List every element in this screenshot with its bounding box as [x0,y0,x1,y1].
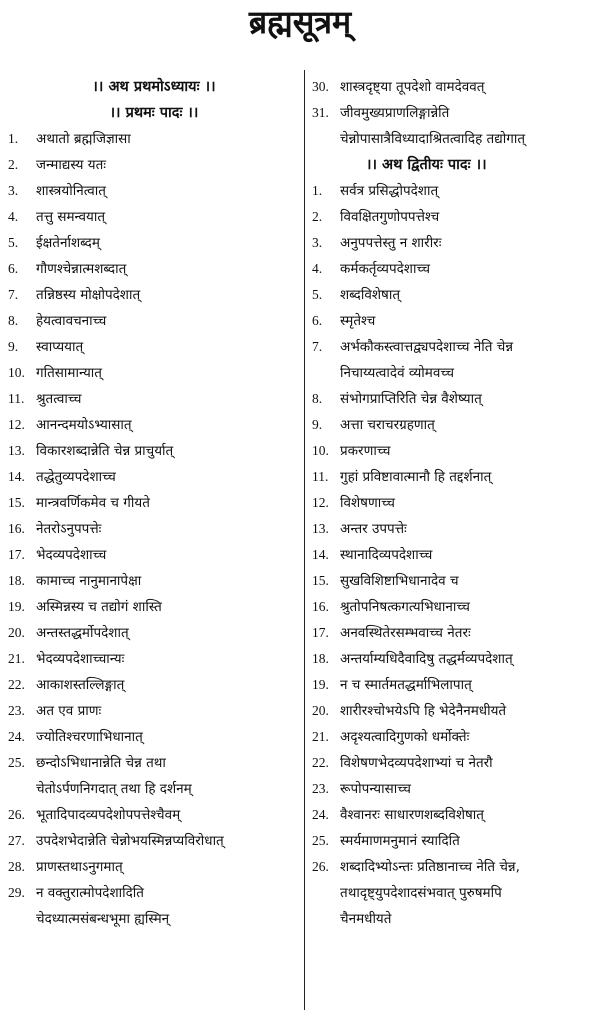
verse-text [340,74,596,100]
verse-number: 6. [312,313,323,328]
verse-number: 12. [312,495,329,510]
verse [312,438,596,464]
verse-text [340,698,596,724]
verse [8,750,300,802]
verse-line: आनन्दमयोऽभ्यासात् [36,417,132,433]
verse-line: आकाशस्तल्लिङ्गात् [36,677,125,693]
verse-number: 23. [312,781,329,796]
verse-text [36,204,300,230]
verse-line: जन्माद्यस्य यतः [36,157,107,173]
verse-line: सर्वत्र प्रसिद्धोपदेशात् [340,183,439,199]
verse-text [36,594,300,620]
verse-number: 9. [8,339,19,354]
verse-text [36,490,300,516]
verse-text [340,750,596,776]
verse-line: अन्तर उपपत्तेः [340,521,407,537]
verse [8,594,300,620]
verse-line: संभोगप्राप्तिरिति चेन्न वैशेष्यात् [340,391,482,407]
verse-line: विशेषणाच्च [340,495,395,511]
verse-number: 25. [8,755,25,770]
verse-text [36,828,300,854]
verse-text [36,256,300,282]
verse-number: 20. [312,703,329,718]
verse-text [36,334,300,360]
verse-text [340,620,596,646]
verse-number: 26. [8,807,25,822]
verse-line: भेदव्यपदेशाच्च [36,547,107,563]
verse-line: श्रुतत्वाच्च [36,391,82,407]
verse [8,490,300,516]
verse-line: अनवस्थितेरसम्भवाच्च नेतरः [340,625,471,641]
verse [8,646,300,672]
verse [312,308,596,334]
verse-number: 10. [8,365,25,380]
verse-number: 24. [8,729,25,744]
verse-line: तद्धेतुव्यपदेशाच्च [36,469,116,485]
verse-line: अस्मिन्नस्य च तद्योगं शास्ति [36,599,162,615]
verse-line: ज्योतिश्चरणाभिधानात् [36,729,143,745]
verse-line: वैश्वानरः साधारणशब्दविशेषात् [340,807,485,823]
verse-number: 13. [312,521,329,536]
verse-line: शब्दविशेषात् [340,287,401,303]
verse-number: 14. [312,547,329,562]
verse-text [36,386,300,412]
verse-text [36,750,300,802]
verse [312,464,596,490]
verse [8,802,300,828]
verse-line: शास्त्रयोनित्वात् [36,183,106,199]
verse-number: 28. [8,859,25,874]
section-heading-2: ।। अथ द्वितीयः पादः ।। [366,157,487,173]
verse-line: तथादृष्ट्युपदेशादसंभवात् पुरुषमपि [340,885,502,901]
verse-line: तन्निष्ठस्य मोक्षोपदेशात् [36,287,141,303]
verse-line: चेतोऽर्पणनिगदात् तथा हि दर्शनम् [36,781,192,797]
verse [8,386,300,412]
verse-line: स्मर्यमाणमनुमानं स्यादिति [340,833,460,849]
verse-line: उपदेशभेदान्नेति चेन्नोभयस्मिन्नप्यविरोधात् [36,833,224,849]
verse-line: विकारशब्दान्नेति चेन्न प्राचुर्यात् [36,443,174,459]
verse-number: 30. [312,79,329,94]
verse [312,776,596,802]
verse-text [340,542,596,568]
verse [312,724,596,750]
verse-line: नेतरोऽनुपपत्तेः [36,521,102,537]
verse-text [36,568,300,594]
verse-line: कामाच्च नानुमानापेक्षा [36,573,142,589]
verse-number: 3. [8,183,19,198]
verse-line: अथातो ब्रह्मजिज्ञासा [36,131,131,147]
verse [312,672,596,698]
verse-number: 8. [8,313,19,328]
verse-text [36,854,300,880]
verse [312,178,596,204]
verse-number: 1. [8,131,19,146]
verse-number: 12. [8,417,25,432]
verse-line: कर्मकर्तृव्यपदेशाच्च [340,261,431,277]
verse-text [340,490,596,516]
verse-line: स्वाप्ययात् [36,339,84,355]
verse [8,542,300,568]
verse [8,282,300,308]
verse-text [340,646,596,672]
verse-text [340,776,596,802]
verse-number: 5. [8,235,19,250]
verse-number: 16. [8,521,25,536]
verse [312,386,596,412]
verse-number: 22. [8,677,25,692]
verse-line: अर्भकौकस्त्वात्तद्व्यपदेशाच्च नेति चेन्न [340,339,514,355]
verse [8,724,300,750]
verse-text [36,152,300,178]
verse [312,490,596,516]
verse-line: सुखविशिष्टाभिधानादेव च [340,573,459,589]
verse-number: 19. [312,677,329,692]
verse-number: 4. [8,209,19,224]
verse-text [36,802,300,828]
verse-number: 11. [8,391,25,406]
verse-text [36,672,300,698]
verse-line: चैनमधीयते [340,911,392,927]
verse-line: गुहां प्रविष्टावात्मानौ हि तद्दर्शनात् [340,469,492,485]
verse-line: अत एव प्राणः [36,703,102,719]
verse-number: 7. [8,287,19,302]
verse-text [36,438,300,464]
verse-line: अन्तस्तद्धर्मोपदेशात् [36,625,129,641]
verse-number: 2. [312,209,323,224]
verse-line: प्राणस्तथाऽनुगमात् [36,859,123,875]
verse-line: चेन्नोपासात्रैविध्यादाश्रितत्वादिह तद्योगात् [340,131,526,147]
verse-number: 6. [8,261,19,276]
verse-text [36,646,300,672]
verse-text [340,256,596,282]
verse-list-2 [312,178,596,932]
verse-line: भेदव्यपदेशाच्चान्यः [36,651,125,667]
verse-number: 25. [312,833,329,848]
verse-text [340,594,596,620]
verse [312,230,596,256]
verse-text [340,438,596,464]
verse [8,230,300,256]
column-divider [304,70,305,1010]
verse-text [340,724,596,750]
verse-text [36,620,300,646]
verse-line: शारीरश्चोभयेऽपि हि भेदेनैनमधीयते [340,703,507,719]
verse-line: निचाय्यत्वादेवं व्योमवच्च [340,365,455,381]
verse-number: 17. [312,625,329,640]
verse [8,516,300,542]
verse [8,464,300,490]
verse-text [36,724,300,750]
verse-number: 19. [8,599,25,614]
verse-line: विवक्षितगुणोपपत्तेश्च [340,209,440,225]
verse-text [36,230,300,256]
verse-line: गौणश्चेन्नात्मशब्दात् [36,261,127,277]
verse-number: 16. [312,599,329,614]
verse [312,282,596,308]
verse-text [340,802,596,828]
verse [8,880,300,932]
verse-line: गतिसामान्यात् [36,365,102,381]
verse-number: 21. [8,651,25,666]
verse [312,594,596,620]
verse [8,308,300,334]
verse-line: भूतादिपादव्यपदेशोपपत्तेश्चैवम् [36,807,181,823]
verse [312,516,596,542]
verse-number: 9. [312,417,323,432]
section-heading: ।। प्रथमः पादः ।। [109,105,199,121]
verse-number: 20. [8,625,25,640]
verse-number: 4. [312,261,323,276]
verse-text [36,464,300,490]
verse [8,126,300,152]
verse-number: 24. [312,807,329,822]
verse-text [340,516,596,542]
verse-line: अत्ता चराचरग्रहणात् [340,417,435,433]
verse [8,334,300,360]
verse-line: तत्तु समन्वयात् [36,209,106,225]
verse [8,152,300,178]
verse [312,542,596,568]
right-column [312,74,596,932]
verse-number: 5. [312,287,323,302]
verse-line: प्रकरणाच्च [340,443,391,459]
verse-text [36,178,300,204]
verse [8,698,300,724]
verse-line: न च स्मार्तमतद्धर्माभिलापात् [340,677,472,693]
verse [312,620,596,646]
verse [312,646,596,672]
verse-text [36,880,300,932]
verse-line: शब्दादिभ्योऽन्तः प्रतिष्ठानाच्च नेति चेन्न, [340,859,520,875]
verse-line: चेदध्यात्मसंबन्धभूमा ह्यस्मिन् [36,911,170,927]
left-column [8,74,300,932]
verse-number: 1. [312,183,323,198]
verse-text [36,282,300,308]
verse-line: छन्दोऽभिधानान्नेति चेन्न तथा [36,755,166,771]
verse-number: 11. [312,469,329,484]
verse-text [36,126,300,152]
verse-line: अनुपपत्तेस्तु न शारीरः [340,235,442,251]
verse [312,256,596,282]
verse-number: 15. [8,495,25,510]
verse-text [36,542,300,568]
verse-line: न वक्तुरात्मोपदेशादिति [36,885,144,901]
verse-list [8,126,300,932]
verse [312,802,596,828]
verse-number: 22. [312,755,329,770]
verse-line: स्मृतेश्च [340,313,376,329]
verse-line: शास्त्रदृष्ट्या तूपदेशो वामदेववत् [340,79,485,95]
verse-text [340,334,596,386]
verse [312,568,596,594]
verse [312,854,596,932]
verse [8,620,300,646]
chapter-heading: ।। अथ प्रथमोऽध्यायः ।। [92,79,216,95]
verse [8,828,300,854]
verse-text [340,386,596,412]
verse-number: 3. [312,235,323,250]
verse-text [340,230,596,256]
verse [312,698,596,724]
verse-number: 29. [8,885,25,900]
verse [312,100,596,152]
verse [8,204,300,230]
verse-text [340,464,596,490]
verse-line: अदृश्यत्वादिगुणको धर्मोक्तेः [340,729,470,745]
verse [312,334,596,386]
verse-number: 17. [8,547,25,562]
verse-line: मान्त्रवर्णिकमेव च गीयते [36,495,150,511]
verse-line: विशेषणभेदव्यपदेशाभ्यां च नेतरौ [340,755,493,771]
verse [312,204,596,230]
verse [8,360,300,386]
verse-line: ईक्षतेर्नाशब्दम् [36,235,100,251]
verse-text [340,568,596,594]
verse [8,178,300,204]
verse-line: स्थानादिव्यपदेशाच्च [340,547,433,563]
verse [8,412,300,438]
verse-number: 7. [312,339,323,354]
verse-text [340,308,596,334]
verse-number: 15. [312,573,329,588]
verse-text [340,282,596,308]
verse-number: 14. [8,469,25,484]
verse-text [36,698,300,724]
verse-text [340,854,596,932]
verse-text [36,360,300,386]
verse-text [340,178,596,204]
verse [8,256,300,282]
verse-line: रूपोपन्यासाच्च [340,781,411,797]
verse [8,672,300,698]
verse-text [340,100,596,152]
verse-line: हेयत्वावचनाच्च [36,313,107,329]
verse-line: अन्तर्याम्यधिदैवादिषु तद्धर्मव्यपदेशात् [340,651,513,667]
verse-list-continued [312,74,596,152]
verse-number: 10. [312,443,329,458]
verse-text [36,308,300,334]
page-title: ब्रह्मसूत्रम् [248,3,352,41]
verse [8,854,300,880]
verse-text [340,672,596,698]
verse-number: 26. [312,859,329,874]
verse-line: जीवमुख्यप्राणलिङ्गान्नेति [340,105,450,121]
verse-number: 23. [8,703,25,718]
verse [8,438,300,464]
verse-number: 13. [8,443,25,458]
verse [312,828,596,854]
verse-text [340,828,596,854]
verse-line: श्रुतोपनिषत्कगत्यभिधानाच्च [340,599,471,615]
verse-number: 18. [8,573,25,588]
verse-text [340,412,596,438]
verse [312,412,596,438]
verse [312,74,596,100]
verse-number: 2. [8,157,19,172]
verse-number: 27. [8,833,25,848]
verse-number: 18. [312,651,329,666]
verse-text [36,412,300,438]
verse [8,568,300,594]
verse-text [36,516,300,542]
verse-number: 21. [312,729,329,744]
verse-text [340,204,596,230]
verse [312,750,596,776]
verse-number: 31. [312,105,329,120]
verse-number: 8. [312,391,323,406]
